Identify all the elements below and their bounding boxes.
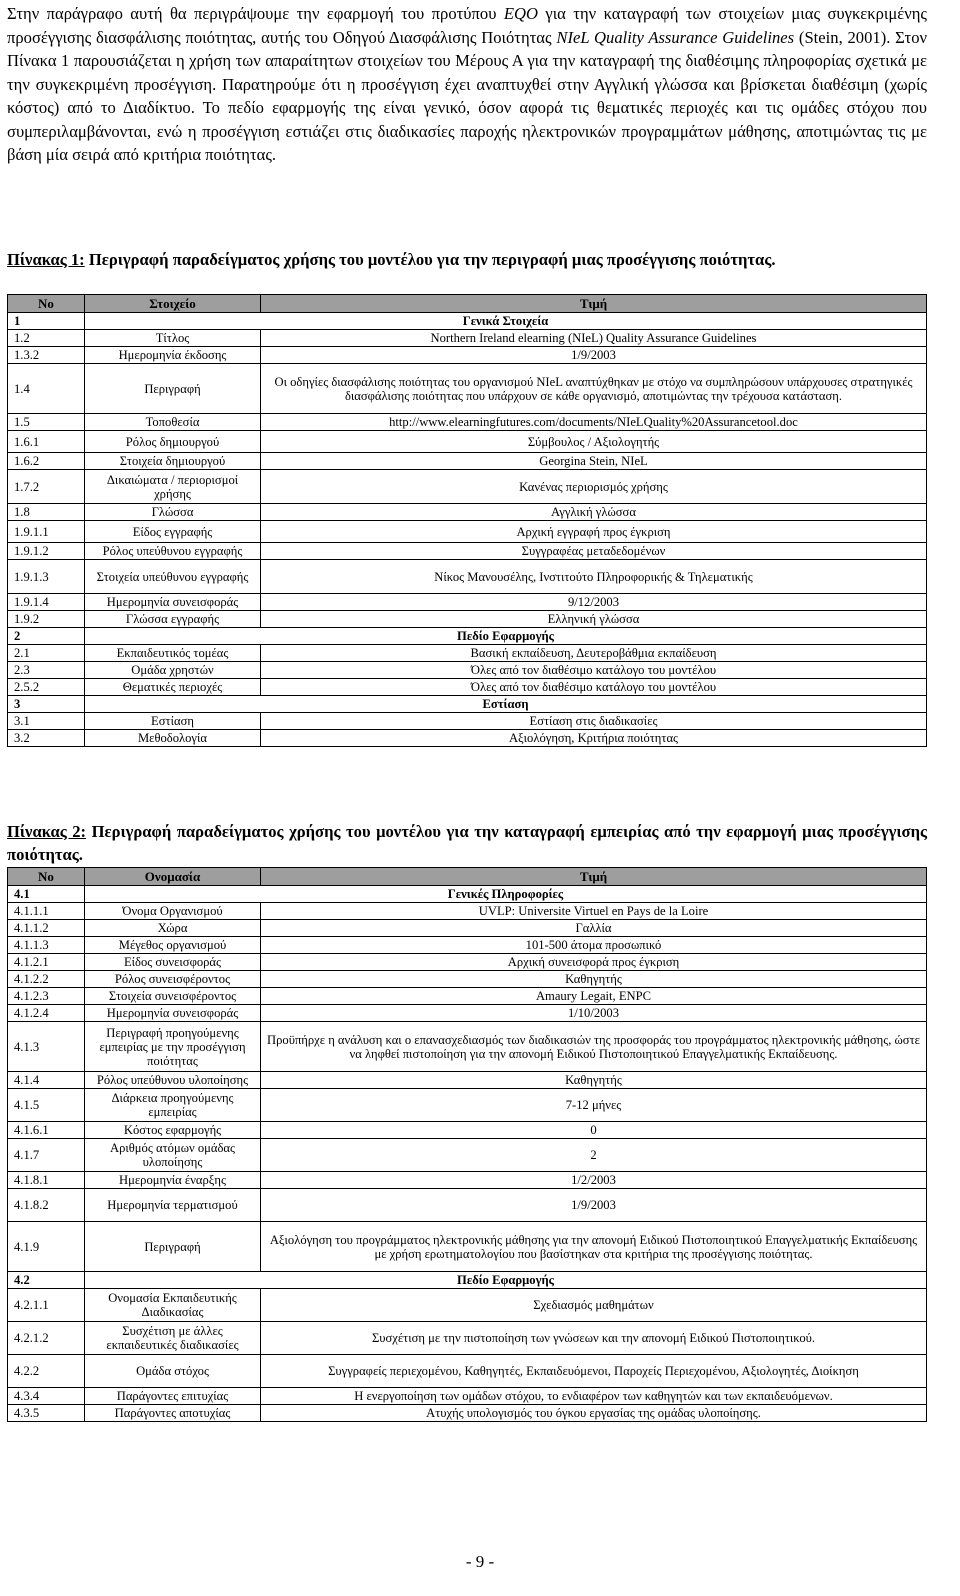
header-cell: No xyxy=(8,295,85,313)
row-number: 4.1.8.2 xyxy=(8,1189,85,1222)
row-number: 1.9.1.2 xyxy=(8,543,85,560)
row-label: Ρόλος υπεύθυνου εγγραφής xyxy=(85,543,261,560)
row-label: Αριθμός ατόμων ομάδας υλοποίησης xyxy=(85,1139,261,1172)
row-value: Καθηγητής xyxy=(261,971,927,988)
row-number: 4.1.3 xyxy=(8,1022,85,1072)
section-title: Πεδίο Εφαρμογής xyxy=(85,1272,927,1289)
table-row xyxy=(8,1139,927,1172)
row-number: 4.1.7 xyxy=(8,1139,85,1172)
row-label: Στοιχεία συνεισφέροντος xyxy=(85,988,261,1005)
row-value: Amaury Legait, ENPC xyxy=(261,988,927,1005)
row-number: 4.1.2.3 xyxy=(8,988,85,1005)
table-row xyxy=(8,470,927,504)
section-title: Πεδίο Εφαρμογής xyxy=(85,628,927,645)
row-value: Καθηγητής xyxy=(261,1072,927,1089)
row-value: Σύμβουλος / Αξιολογητής xyxy=(261,431,927,453)
row-label: Είδος συνεισφοράς xyxy=(85,954,261,971)
row-label: Στοιχεία υπεύθυνου εγγραφής xyxy=(85,560,261,594)
row-value: Αρχική εγγραφή προς έγκριση xyxy=(261,521,927,543)
row-label: Συσχέτιση με άλλες εκπαιδευτικές διαδικασίες xyxy=(85,1322,261,1355)
table-row xyxy=(8,431,927,453)
table-row xyxy=(8,347,927,364)
row-label: Ρόλος υπεύθυνου υλοποίησης xyxy=(85,1072,261,1089)
table-row xyxy=(8,937,927,954)
row-number: 4.1.6.1 xyxy=(8,1122,85,1139)
row-number: 1.7.2 xyxy=(8,470,85,504)
row-number: 1.3.2 xyxy=(8,347,85,364)
row-value: 9/12/2003 xyxy=(261,594,927,611)
row-label: Θεματικές περιοχές xyxy=(85,679,261,696)
row-number: 1.9.1.1 xyxy=(8,521,85,543)
section-row xyxy=(8,313,927,330)
row-number: 4.1.2.1 xyxy=(8,954,85,971)
header-cell: Ονομασία xyxy=(85,868,261,886)
row-value: Αξιολόγηση, Κριτήρια ποιότητας xyxy=(261,730,927,747)
intro-text: (Stein, 2001). Στον Πίνακα 1 παρουσιάζεται η χρήση των απαραίτητων στοιχείων του Μέρους Α για την καταγραφή της διαθέσιμης πληροφορίας σχετικά με την συγκεκριμένη προσέγγιση. Παρατηρούμε ότι η προσέγγιση έχει αναπτυχθεί στην Αγγλική γλώσσα και βρίσκεται διαθέσιμη (χωρίς κόστος) από το xyxy=(7,27,927,117)
row-number: 3 xyxy=(8,696,85,713)
row-number: 1.2 xyxy=(8,330,85,347)
row-value: 101-500 άτομα προσωπικό xyxy=(261,937,927,954)
row-value: 1/2/2003 xyxy=(261,1172,927,1189)
caption-label: Πίνακας 1: xyxy=(7,250,85,269)
table1 xyxy=(7,294,927,747)
row-label: Γλώσσα εγγραφής xyxy=(85,611,261,628)
row-value: Αξιολόγηση του προγράμματος ηλεκτρονικής μάθησης για την απονομή Ειδικού Πιστοποιητικού Επαγγελματικής Εκπαίδευσης με χρήση ερωτηματολογίου που βασίστηκαν στα κριτήρια της προσέγγισης ποιότητας. xyxy=(261,1222,927,1272)
row-number: 1.6.2 xyxy=(8,453,85,470)
table-row xyxy=(8,594,927,611)
row-label: Εκπαιδευτικός τομέας xyxy=(85,645,261,662)
table-row xyxy=(8,1089,927,1122)
row-number: 1.5 xyxy=(8,414,85,431)
row-number: 2.5.2 xyxy=(8,679,85,696)
table-row xyxy=(8,1172,927,1189)
row-number: 4.1.5 xyxy=(8,1089,85,1122)
table-row xyxy=(8,1289,927,1322)
row-number: 4.3.5 xyxy=(8,1405,85,1422)
table-row xyxy=(8,1222,927,1272)
table-row xyxy=(8,988,927,1005)
row-number: 4.1.1.2 xyxy=(8,920,85,937)
row-label: Τοποθεσία xyxy=(85,414,261,431)
row-label: Μέγεθος οργανισμού xyxy=(85,937,261,954)
intro-paragraph xyxy=(7,2,927,167)
row-label: Περιγραφή xyxy=(85,1222,261,1272)
row-label: Όνομα Οργανισμού xyxy=(85,903,261,920)
table-row xyxy=(8,364,927,414)
table-row xyxy=(8,662,927,679)
header-cell: Στοιχείο xyxy=(85,295,261,313)
row-value: Ατυχής υπολογισμός του όγκου εργασίας της ομάδας υλοποίησης. xyxy=(261,1405,927,1422)
row-number: 4.1.2.4 xyxy=(8,1005,85,1022)
row-label: Δικαιώματα / περιορισμοί χρήσης xyxy=(85,470,261,504)
row-label: Ημερομηνία έκδοσης xyxy=(85,347,261,364)
table-row xyxy=(8,1122,927,1139)
row-number: 4.2.1.2 xyxy=(8,1322,85,1355)
row-label: Είδος εγγραφής xyxy=(85,521,261,543)
row-label: Παράγοντες αποτυχίας xyxy=(85,1405,261,1422)
row-value: Κανένας περιορισμός χρήσης xyxy=(261,470,927,504)
table-row xyxy=(8,920,927,937)
caption-label: Πίνακας 2: xyxy=(7,822,87,841)
row-number: 4.1.9 xyxy=(8,1222,85,1272)
table-row xyxy=(8,1388,927,1405)
row-value: Αγγλική γλώσσα xyxy=(261,504,927,521)
row-number: 1 xyxy=(8,313,85,330)
row-value: Ελληνική γλώσσα xyxy=(261,611,927,628)
section-row xyxy=(8,1272,927,1289)
table-row xyxy=(8,453,927,470)
row-number: 4.2.2 xyxy=(8,1355,85,1388)
table-row xyxy=(8,1322,927,1355)
row-value: Σχεδιασμός μαθημάτων xyxy=(261,1289,927,1322)
table2-caption xyxy=(7,820,927,866)
table-row xyxy=(8,1405,927,1422)
row-value: Γαλλία xyxy=(261,920,927,937)
table1-caption xyxy=(7,248,927,271)
row-number: 4.2 xyxy=(8,1272,85,1289)
row-label: Ρόλος συνεισφέροντος xyxy=(85,971,261,988)
section-row xyxy=(8,628,927,645)
row-number: 2.1 xyxy=(8,645,85,662)
intro-text: για την καταγραφή των στοιχείων μιας συγκεκριμένης προσέγγισης διασφάλισης ποιότητας, αυτής του Οδηγού Διασφάλισης Ποιότητας xyxy=(7,4,927,47)
table-row xyxy=(8,521,927,543)
row-number: 4.1.8.1 xyxy=(8,1172,85,1189)
intro-text: Στην παράγραφο αυτή θα περιγράψουμε την εφαρμογή του προτύπου xyxy=(7,4,504,23)
header-cell: Τιμή xyxy=(261,295,927,313)
row-label: Χώρα xyxy=(85,920,261,937)
row-number: 4.1 xyxy=(8,886,85,903)
row-label: Ημερομηνία συνεισφοράς xyxy=(85,1005,261,1022)
table-row xyxy=(8,1189,927,1222)
intro-eqo: EQO xyxy=(503,4,538,23)
row-value: Εστίαση στις διαδικασίες xyxy=(261,713,927,730)
row-number: 4.1.2.2 xyxy=(8,971,85,988)
row-label: Περιγραφή προηγούμενης εμπειρίας με την προσέγγιση ποιότητας xyxy=(85,1022,261,1072)
row-label: Παράγοντες επιτυχίας xyxy=(85,1388,261,1405)
table-row xyxy=(8,679,927,696)
row-label: Ομάδα χρηστών xyxy=(85,662,261,679)
row-label: Εστίαση xyxy=(85,713,261,730)
row-value: Συσχέτιση με την πιστοποίηση των γνώσεων και την απονομή Ειδικού Πιστοποιητικού. xyxy=(261,1322,927,1355)
row-number: 3.2 xyxy=(8,730,85,747)
row-number: 1.6.1 xyxy=(8,431,85,453)
row-number: 1.9.1.3 xyxy=(8,560,85,594)
row-value: Βασική εκπαίδευση, Δευτεροβάθμια εκπαίδευση xyxy=(261,645,927,662)
row-value: Προϋπήρχε η ανάλυση και ο επανασχεδιασμός των διαδικασιών της προσφοράς του προγράμματος ηλεκτρονικής μάθησης, ώστε να ληφθεί πιστοποίηση για την απονομή Ειδικού Πιστοποιητικού Επαγγελματικής Εκπαίδευσης. xyxy=(261,1022,927,1072)
table-row xyxy=(8,713,927,730)
row-value: 0 xyxy=(261,1122,927,1139)
table-row xyxy=(8,730,927,747)
row-number: 3.1 xyxy=(8,713,85,730)
caption-text: Περιγραφή παραδείγματος χρήσης του μοντέλου για την περιγραφή μιας προσέγγισης ποιότητας. xyxy=(84,250,776,269)
row-label: Ρόλος δημιουργού xyxy=(85,431,261,453)
table-row xyxy=(8,414,927,431)
section-row xyxy=(8,696,927,713)
row-label: Ημερομηνία συνεισφοράς xyxy=(85,594,261,611)
page-number: - 9 - xyxy=(465,1552,495,1571)
section-title: Γενικές Πληροφορίες xyxy=(85,886,927,903)
table2 xyxy=(7,867,927,1422)
row-label: Μεθοδολογία xyxy=(85,730,261,747)
header-cell: No xyxy=(8,868,85,886)
table-row xyxy=(8,504,927,521)
table-header-row xyxy=(8,868,927,886)
row-number: 1.4 xyxy=(8,364,85,414)
row-value: Όλες από τον διαθέσιμο κατάλογο του μοντέλου xyxy=(261,679,927,696)
row-value: UVLP: Universite Virtuel en Pays de la Loire xyxy=(261,903,927,920)
row-label: Ομάδα στόχος xyxy=(85,1355,261,1388)
row-number: 1.8 xyxy=(8,504,85,521)
row-label: Ημερομηνία έναρξης xyxy=(85,1172,261,1189)
table-row xyxy=(8,903,927,920)
row-label: Ημερομηνία τερματισμού xyxy=(85,1189,261,1222)
row-number: 1.9.1.4 xyxy=(8,594,85,611)
row-value: Συγγραφείς περιεχομένου, Καθηγητές, Εκπαιδευόμενοι, Παροχείς Περιεχομένου, Αξιολογητές, Διοίκηση xyxy=(261,1355,927,1388)
table-row xyxy=(8,971,927,988)
row-number: 2 xyxy=(8,628,85,645)
row-value: Νίκος Μανουσέλης, Ινστιτούτο Πληροφορικής & Τηλεματικής xyxy=(261,560,927,594)
intro-internet: Διαδίκτυο xyxy=(123,98,191,117)
row-label: Ονομασία Εκπαιδευτικής Διαδικασίας xyxy=(85,1289,261,1322)
row-label: Στοιχεία δημιουργού xyxy=(85,453,261,470)
table-row xyxy=(8,1022,927,1072)
row-label: Περιγραφή xyxy=(85,364,261,414)
row-value: Συγγραφέας μεταδεδομένων xyxy=(261,543,927,560)
section-row xyxy=(8,886,927,903)
table-row xyxy=(8,611,927,628)
table-row xyxy=(8,1005,927,1022)
caption-text: Περιγραφή παραδείγματος χρήσης του μοντέλου για την καταγραφή εμπειρίας από την εφαρμογή μιας προσέγγισης ποιότητας. xyxy=(7,822,927,864)
row-value: 1/9/2003 xyxy=(261,1189,927,1222)
row-value: Όλες από τον διαθέσιμο κατάλογο του μοντέλου xyxy=(261,662,927,679)
row-value: Η ενεργοποίηση των ομάδων στόχου, το ενδιαφέρον των καθηγητών και των εκπαιδευόμενων. xyxy=(261,1388,927,1405)
table-row xyxy=(8,1072,927,1089)
table-row xyxy=(8,954,927,971)
row-label: Τίτλος xyxy=(85,330,261,347)
row-label: Γλώσσα xyxy=(85,504,261,521)
section-title: Γενικά Στοιχεία xyxy=(85,313,927,330)
row-number: 1.9.2 xyxy=(8,611,85,628)
intro-guideline-name: NIeL Quality Assurance Guidelines xyxy=(556,27,795,47)
table-row xyxy=(8,645,927,662)
row-value: Georgina Stein, NIeL xyxy=(261,453,927,470)
row-number: 4.1.1.1 xyxy=(8,903,85,920)
row-number: 2.3 xyxy=(8,662,85,679)
table-row xyxy=(8,560,927,594)
section-title: Εστίαση xyxy=(85,696,927,713)
row-number: 4.1.1.3 xyxy=(8,937,85,954)
row-value: 2 xyxy=(261,1139,927,1172)
row-value: http://www.elearningfutures.com/documents/NIeLQuality%20Assurancetool.doc xyxy=(261,414,927,431)
row-number: 4.1.4 xyxy=(8,1072,85,1089)
table-row xyxy=(8,1355,927,1388)
row-label: Διάρκεια προηγούμενης εμπειρίας xyxy=(85,1089,261,1122)
intro-text: . Το πεδίο εφαρμογής της είναι γενικό, όσον αφορά τις θεματικές περιοχές και τις ομάδες στόχου που συμπεριλαμβάνονται, ενώ η προσέγγιση εστιάζει στις διαδικασίες παροχής ηλεκτρονικών προγραμμάτων μάθησης, αποτιμώντας τις με βάση μία σειρά από κριτήρια ποιότητας. xyxy=(7,98,927,164)
row-value: Οι οδηγίες διασφάλισης ποιότητας του οργανισμού NIeL αναπτύχθηκαν με στόχο να συμπληρώσουν υπάρχουσες στρατηγικές διασφάλισης ποιότητας που υπάρχουν σε κάθε οργανισμό, αποτιμώντας την τρέχουσα κατάσταση. xyxy=(261,364,927,414)
row-value: 1/10/2003 xyxy=(261,1005,927,1022)
table-row xyxy=(8,543,927,560)
table-header-row xyxy=(8,295,927,313)
row-value: Αρχική συνεισφορά προς έγκριση xyxy=(261,954,927,971)
row-value: Northern Ireland elearning (NIeL) Quality Assurance Guidelines xyxy=(261,330,927,347)
row-label: Κόστος εφαρμογής xyxy=(85,1122,261,1139)
row-number: 4.2.1.1 xyxy=(8,1289,85,1322)
row-value: 1/9/2003 xyxy=(261,347,927,364)
row-number: 4.3.4 xyxy=(8,1388,85,1405)
header-cell: Τιμή xyxy=(261,868,927,886)
table-row xyxy=(8,330,927,347)
row-value: 7-12 μήνες xyxy=(261,1089,927,1122)
